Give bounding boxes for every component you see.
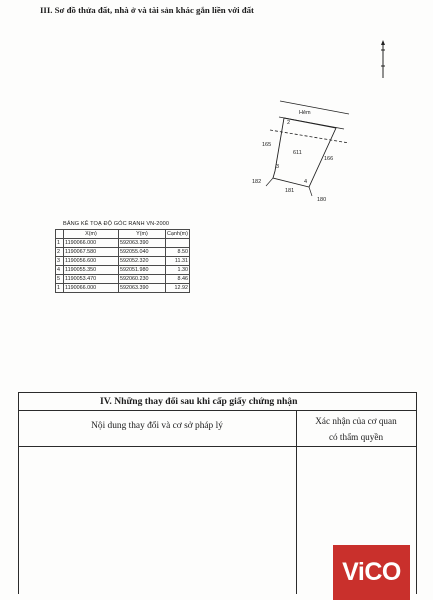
section-3-title: III. Sơ đồ thửa đất, nhà ở và tài sản khác gắn liền với đất: [40, 5, 254, 15]
parcel-boundary: [273, 118, 336, 187]
point-index: 4: [56, 266, 64, 275]
point-index: 2: [56, 248, 64, 257]
edge-value: 12.92: [166, 284, 190, 293]
point-index: 1: [56, 284, 64, 293]
table-row: [56, 248, 190, 257]
table-header-row: [56, 230, 190, 239]
confirmation-header-line: Xác nhận của cơ quan: [315, 416, 397, 426]
vertex-label: 4: [304, 179, 308, 185]
vertex-label: 3: [276, 164, 280, 170]
y-value: 592060.230: [119, 275, 166, 284]
neighbor-parcel-label: 180: [317, 197, 327, 203]
table-row: [56, 275, 190, 284]
neighbor-parcel-label: 181: [285, 188, 295, 194]
x-value: 1190056.600: [64, 257, 119, 266]
section-4-title: IV. Những thay đổi sau khi cấp giấy chứng nhận: [100, 396, 298, 407]
x-value: 1190066.000: [64, 284, 119, 293]
edge-value: 8.46: [166, 275, 190, 284]
x-value: 1190067.580: [64, 248, 119, 257]
vertex-label: 2: [287, 120, 291, 126]
table-row: [56, 284, 190, 293]
table-row: [56, 257, 190, 266]
boundary-extension: [266, 178, 273, 186]
y-value: 592055.040: [119, 248, 166, 257]
edge-value: 11.31: [166, 257, 190, 266]
table-row: [56, 266, 190, 275]
frame-top-border: [18, 392, 417, 393]
table-row: [56, 239, 190, 248]
edge-header: Cạnh(m): [167, 231, 188, 237]
vico-logo: [333, 545, 410, 600]
point-index: 3: [56, 257, 64, 266]
boundary-extension: [309, 187, 312, 196]
road-label: Hẻm: [299, 110, 311, 116]
y-value: 592052.320: [119, 257, 166, 266]
x-value: 1190066.000: [64, 239, 119, 248]
x-header: X(m): [64, 230, 119, 239]
x-value: 1190055.350: [64, 266, 119, 275]
neighbor-parcel-label: 166: [324, 156, 334, 162]
road-edge-upper: [280, 101, 349, 114]
x-value: 1190053.470: [64, 275, 119, 284]
confirmation-header-line: có thẩm quyền: [328, 432, 384, 442]
y-value: 592063.390: [119, 284, 166, 293]
y-value: 592051.980: [119, 266, 166, 275]
coordinate-table: [55, 229, 190, 293]
y-header: Y(m): [119, 230, 166, 239]
index-header: [56, 230, 64, 239]
edge-value: 8.50: [166, 248, 190, 257]
point-index: 5: [56, 275, 64, 284]
logo-text: ViCO: [342, 558, 401, 586]
title-row-divider: [18, 410, 417, 411]
coordinate-table-title: BẢNG KÊ TOẠ ĐỘ GÓC RANH VN-2000: [63, 221, 170, 227]
changes-column-header: Nội dung thay đổi và cơ sở pháp lý: [91, 421, 223, 431]
neighbor-parcel-label: 182: [252, 179, 262, 185]
neighbor-parcel-label: 165: [262, 142, 272, 148]
parcel-diagram: [248, 95, 360, 207]
confirmation-column-header: [296, 413, 416, 445]
header-row-divider: [18, 446, 417, 447]
y-value: 592063.390: [119, 239, 166, 248]
edge-value: 1.30: [166, 266, 190, 275]
frame-right-border: [416, 392, 417, 594]
edge-value: [166, 239, 190, 248]
north-arrow-icon: [378, 40, 388, 80]
point-index: 1: [56, 239, 64, 248]
parcel-number: 611: [293, 150, 302, 156]
